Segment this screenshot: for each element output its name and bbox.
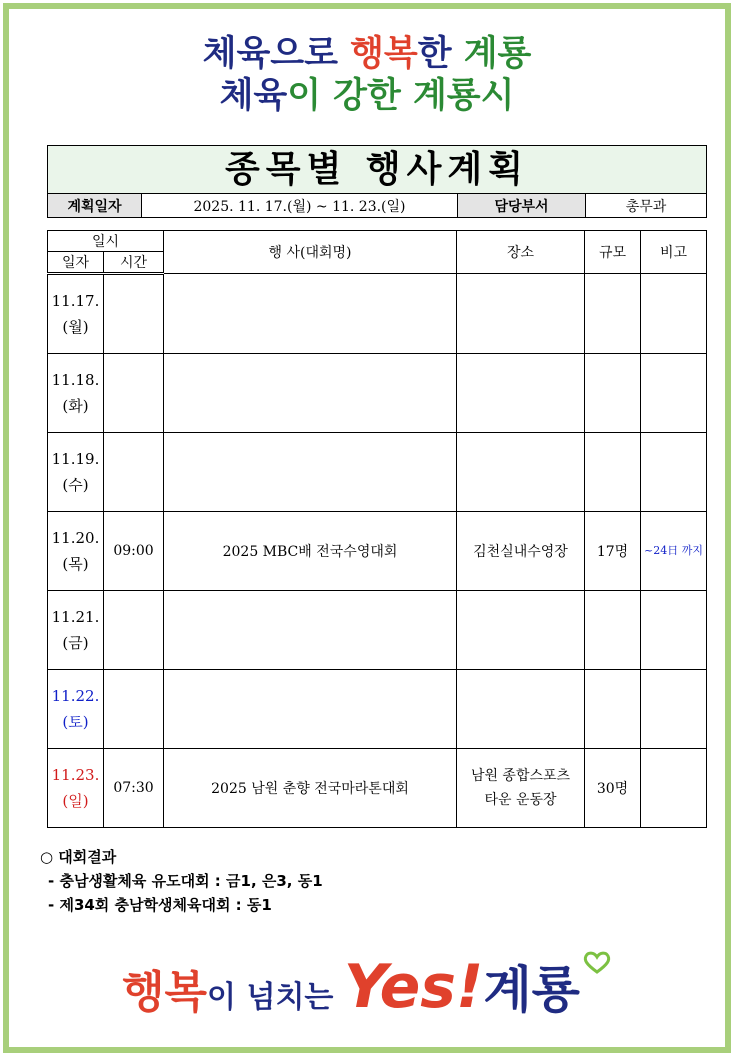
bottom-slogan-part: 행복 [122,967,208,1018]
row-scale [585,591,641,670]
row-time: 09:00 [104,512,164,591]
row-time [104,354,164,433]
plan-date-label: 계획일자 [48,194,142,218]
slogan-segment: 한 [417,34,464,74]
row-place [457,591,585,670]
header-place: 장소 [457,231,585,274]
row-day: (화) [62,397,89,415]
plan-info-table [47,193,707,218]
row-date: 11.17. [51,292,100,310]
row-note [641,354,707,433]
row-time [104,274,164,354]
row-place: 남원 종합스포츠타운 운동장 [457,749,585,828]
row-place [457,274,585,354]
schedule-table [47,230,707,828]
slogan-segment: 계룡시 [413,76,515,116]
row-day: (금) [62,634,89,652]
bottom-slogan [0,950,734,1022]
result-item: - 제34회 충남학생체육대회 : 동1 [48,896,272,914]
row-time: 07:30 [104,749,164,828]
row-place [457,433,585,512]
competition-results [40,845,323,917]
row-place [457,670,585,749]
heart-icon [582,950,612,978]
row-note [641,274,707,354]
row-date: 11.23. [51,766,100,784]
dept-value: 총무과 [586,194,707,218]
row-date: 11.22. [51,687,100,705]
table-row [48,749,707,828]
table-row [48,354,707,433]
document-title: 종목별 행사계획 [47,145,707,194]
bottom-slogan-part: 이 넘치는 [207,980,344,1015]
header-event: 행 사(대회명) [164,231,457,274]
table-row [48,512,707,591]
table-row [48,274,707,354]
header-note: 비고 [641,231,707,274]
slogan-segment: 이 강한 [287,76,413,116]
table-row [48,670,707,749]
row-note: ~24日 까지 [641,512,707,591]
table-row [48,591,707,670]
slogan-line-2 [0,76,734,116]
row-scale [585,274,641,354]
slogan-segment: 체육으로 [202,34,351,74]
bottom-slogan-part: 계룡 [483,961,580,1019]
row-day: (토) [62,713,89,731]
row-event [164,354,457,433]
row-scale [585,354,641,433]
row-date: 11.21. [51,608,100,626]
row-note [641,749,707,828]
row-time [104,591,164,670]
result-item: - 충남생활체육 유도대회 : 금1, 은3, 동1 [48,872,323,890]
row-date: 11.19. [51,450,100,468]
bottom-slogan-part: Yes! [343,952,484,1022]
row-scale [585,670,641,749]
row-scale: 30명 [585,749,641,828]
dept-label: 담당부서 [458,194,586,218]
row-event [164,670,457,749]
row-event [164,274,457,354]
row-note [641,591,707,670]
results-heading: ○ 대회결과 [40,848,117,866]
slogan-line-1 [0,34,734,74]
slogan-segment: 행복 [350,34,418,74]
row-event [164,591,457,670]
row-date: 11.20. [51,529,100,547]
row-place: 김천실내수영장 [457,512,585,591]
row-day: (수) [62,476,89,494]
row-note [641,670,707,749]
header-date: 일자 [48,252,104,274]
row-date: 11.18. [51,371,100,389]
slogan-segment: 체육 [219,76,288,116]
row-time [104,433,164,512]
row-day: (월) [62,318,89,336]
plan-date-value: 2025. 11. 17.(월) ~ 11. 23.(일) [142,194,458,218]
row-day: (일) [62,792,89,810]
row-event: 2025 남원 춘향 전국마라톤대회 [164,749,457,828]
row-note [641,433,707,512]
row-scale: 17명 [585,512,641,591]
header-datetime: 일시 [48,231,164,252]
header-time: 시간 [104,252,164,274]
row-place [457,354,585,433]
slogan-segment: 계룡 [463,34,532,74]
row-time [104,670,164,749]
row-event [164,433,457,512]
table-row [48,433,707,512]
row-day: (목) [62,555,89,573]
row-event: 2025 MBC배 전국수영대회 [164,512,457,591]
header-scale: 규모 [585,231,641,274]
row-scale [585,433,641,512]
